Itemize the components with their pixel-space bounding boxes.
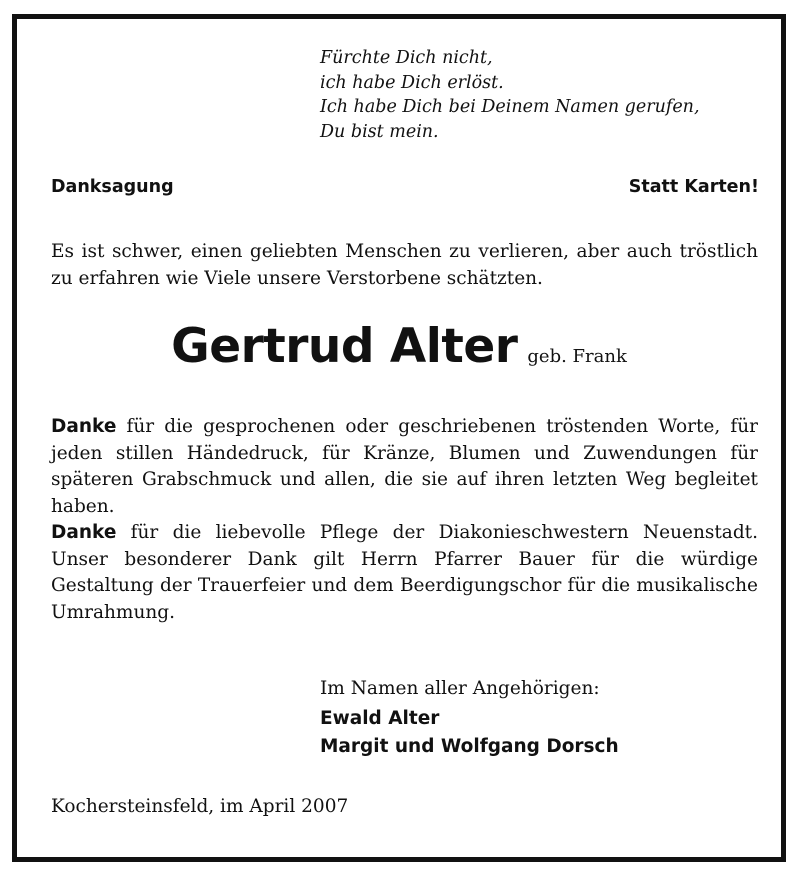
place-and-date: Kochersteinsfeld, im April 2007 — [51, 796, 349, 817]
thanks-text: für die liebevolle Pflege der Diakonieschwestern Neuenstadt. — [116, 522, 758, 543]
thanks-paragraph-3: Unser besonderer Dank gilt Herrn Pfarrer Bauer für die würdige Gestaltung der Trauerfeier und dem Beerdigungschor für die musikalische Umrahmung. — [51, 548, 758, 623]
obituary-notice — [12, 14, 786, 862]
deceased-name: Gertrud Alter — [171, 319, 518, 374]
verse-line: ich habe Dich erlöst. — [320, 72, 504, 93]
verse-line: Fürchte Dich nicht, — [320, 48, 493, 68]
thanks-text: für die gesprochenen oder geschriebenen tröstenden Worte, für jeden stillen Händedruck, für Kränze, Blumen und Zuwendungen für späteren Grabschmuck und allen, die sie auf ihren letzten Weg begleitet haben. — [51, 416, 758, 517]
maiden-name: geb. Frank — [527, 346, 627, 367]
intro-paragraph: Es ist schwer, einen geliebten Menschen zu verlieren, aber auch tröstlich zu erfahren wie Viele unsere Verstorbene schätzten. — [51, 241, 758, 289]
signatory-2: Margit und Wolfgang Dorsch — [320, 736, 619, 757]
thanks-body — [51, 414, 758, 626]
deceased-name-row — [17, 319, 781, 374]
verse-line: Du bist mein. — [320, 121, 439, 142]
bible-verse — [320, 46, 700, 144]
signatory-1: Ewald Alter — [320, 708, 440, 729]
heading-statt-karten: Statt Karten! — [628, 177, 759, 197]
on-behalf-line: Im Namen aller Angehörigen: — [320, 678, 600, 699]
thanks-keyword: Danke — [51, 416, 117, 437]
verse-line: Ich habe Dich bei Deinem Namen gerufen, — [320, 97, 700, 117]
thanks-paragraph-1 — [51, 414, 758, 520]
heading-danksagung: Danksagung — [51, 177, 174, 197]
thanks-keyword: Danke — [51, 522, 117, 543]
thanks-paragraph-2 — [51, 520, 758, 547]
